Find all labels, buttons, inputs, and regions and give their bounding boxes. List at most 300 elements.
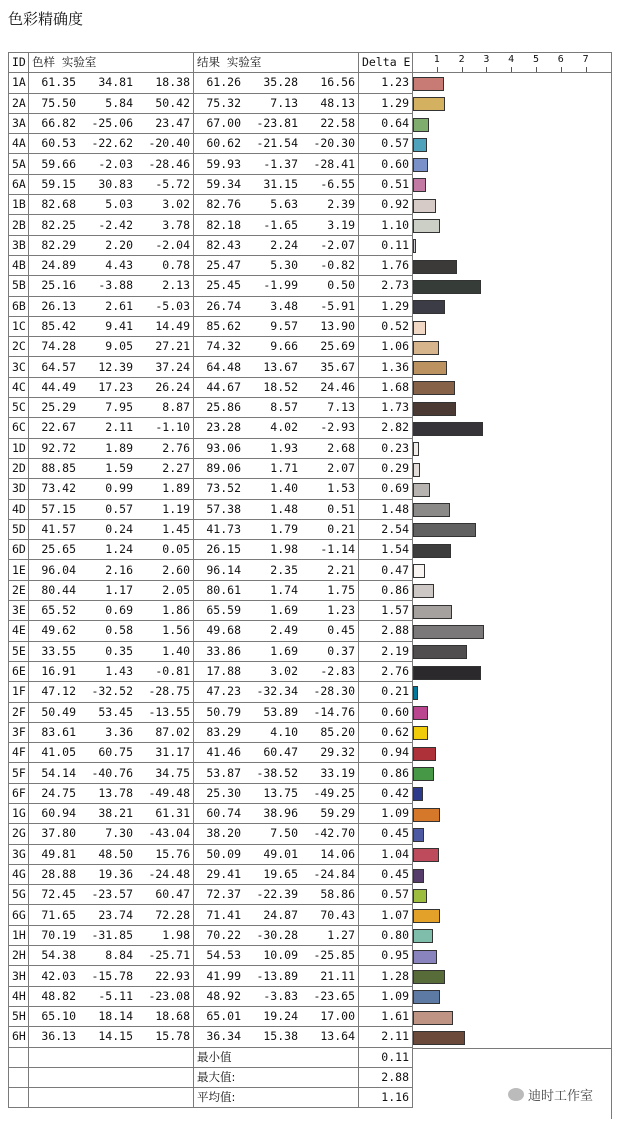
sample-l-value: 60.94: [41, 806, 76, 821]
result-lab: [194, 905, 359, 925]
result-lab: [194, 235, 359, 255]
patch-id: 2A: [9, 93, 29, 113]
result-a-value: 8.57: [270, 400, 298, 415]
wechat-icon: [508, 1088, 524, 1101]
scale-tick-mark: [511, 67, 512, 72]
sample-lab: [29, 276, 194, 296]
result-a-value: 49.01: [263, 846, 298, 861]
result-b-value: 48.13: [320, 95, 355, 110]
patch-id: 3E: [9, 601, 29, 621]
patch-id: 3C: [9, 357, 29, 377]
result-l-value: 89.06: [206, 461, 241, 476]
sample-b-value: 37.24: [155, 359, 190, 374]
sample-a-value: -2.42: [98, 217, 133, 232]
result-lab: [194, 540, 359, 560]
delta-e-bar: [413, 158, 428, 172]
patch-id: 5F: [9, 763, 29, 783]
sample-b-value: -0.81: [155, 664, 190, 679]
sample-l-value: 82.68: [41, 197, 76, 212]
patch-id: 6C: [9, 418, 29, 438]
result-lab: [194, 73, 359, 93]
sample-a-value: 2.61: [105, 298, 133, 313]
sample-a-value: 7.95: [105, 400, 133, 415]
result-a-value: 7.13: [270, 95, 298, 110]
result-b-value: 22.58: [320, 116, 355, 131]
sample-b-value: -28.46: [148, 156, 190, 171]
result-l-value: 23.28: [206, 420, 241, 435]
result-b-value: -14.76: [313, 704, 355, 719]
table-row: [9, 580, 413, 600]
sample-b-value: 18.68: [155, 1009, 190, 1024]
sample-lab: [29, 255, 194, 275]
patch-id: 5B: [9, 276, 29, 296]
sample-a-value: 1.89: [105, 440, 133, 455]
sample-l-value: 64.57: [41, 359, 76, 374]
sample-a-value: 12.39: [98, 359, 133, 374]
result-lab: [194, 296, 359, 316]
result-b-value: 1.53: [327, 481, 355, 496]
result-a-value: 3.48: [270, 298, 298, 313]
table-row: [9, 661, 413, 681]
delta-e-bar: [413, 503, 450, 517]
result-l-value: 60.62: [206, 136, 241, 151]
delta-e-value: 0.60: [359, 154, 413, 174]
result-b-value: -25.85: [313, 948, 355, 963]
sample-l-value: 24.75: [41, 785, 76, 800]
result-b-value: 3.19: [327, 217, 355, 232]
result-a-value: 19.24: [263, 1009, 298, 1024]
scale-tick-label: 4: [508, 54, 515, 65]
table-row: [9, 398, 413, 418]
patch-id: 6A: [9, 174, 29, 194]
result-lab: [194, 601, 359, 621]
sample-l-value: 54.14: [41, 765, 76, 780]
delta-e-bar: [413, 605, 452, 619]
result-lab: [194, 763, 359, 783]
patch-id: 6H: [9, 1027, 29, 1047]
result-l-value: 17.88: [206, 664, 241, 679]
table-row: [9, 316, 413, 336]
result-b-value: 70.43: [320, 907, 355, 922]
sample-a-value: 2.20: [105, 237, 133, 252]
sample-a-value: 19.36: [98, 867, 133, 882]
sample-lab: [29, 966, 194, 986]
table-row: [9, 743, 413, 763]
table-body: [9, 73, 413, 1108]
sample-a-value: 2.11: [105, 420, 133, 435]
sample-b-value: -2.04: [155, 237, 190, 252]
sample-a-value: 0.69: [105, 603, 133, 618]
sample-b-value: 1.86: [162, 603, 190, 618]
sample-l-value: 60.53: [41, 136, 76, 151]
scale-tick-mark: [536, 67, 537, 72]
patch-id: 1E: [9, 560, 29, 580]
delta-e-value: 0.23: [359, 438, 413, 458]
result-l-value: 50.79: [206, 704, 241, 719]
stats-empty-cell: [9, 1088, 29, 1108]
table-row: [9, 824, 413, 844]
sample-a-value: 18.14: [98, 1009, 133, 1024]
patch-id: 3D: [9, 479, 29, 499]
patch-id: 4H: [9, 986, 29, 1006]
sample-b-value: 15.78: [155, 1029, 190, 1044]
result-l-value: 49.68: [206, 623, 241, 638]
watermark: [508, 1085, 593, 1104]
patch-id: 3B: [9, 235, 29, 255]
result-a-value: 53.89: [263, 704, 298, 719]
result-a-value: -13.89: [256, 968, 298, 983]
sample-lab: [29, 641, 194, 661]
result-lab: [194, 1027, 359, 1047]
patch-id: 6B: [9, 296, 29, 316]
result-a-value: 2.35: [270, 562, 298, 577]
result-lab: [194, 966, 359, 986]
sample-b-value: 23.47: [155, 116, 190, 131]
result-b-value: 59.29: [320, 806, 355, 821]
delta-e-bar: [413, 138, 427, 152]
result-lab: [194, 458, 359, 478]
sample-b-value: 3.78: [162, 217, 190, 232]
result-a-value: 7.50: [270, 826, 298, 841]
sample-a-value: -32.52: [91, 684, 133, 699]
sample-a-value: 4.43: [105, 258, 133, 273]
result-b-value: -5.91: [320, 298, 355, 313]
table-row: [9, 113, 413, 133]
delta-e-bar: [413, 767, 434, 781]
sample-a-value: 1.59: [105, 461, 133, 476]
result-l-value: 93.06: [206, 440, 241, 455]
result-lab: [194, 722, 359, 742]
result-b-value: 13.64: [320, 1029, 355, 1044]
result-lab: [194, 682, 359, 702]
sample-lab: [29, 885, 194, 905]
scale-tick-mark: [462, 67, 463, 72]
header-result: 结果 实验室: [194, 53, 359, 73]
result-b-value: -23.65: [313, 988, 355, 1003]
sample-b-value: 26.24: [155, 379, 190, 394]
sample-lab: [29, 540, 194, 560]
stats-row: [9, 1047, 413, 1067]
result-b-value: 17.00: [320, 1009, 355, 1024]
delta-e-bar: [413, 564, 425, 578]
sample-a-value: 1.17: [105, 582, 133, 597]
sample-b-value: 50.42: [155, 95, 190, 110]
result-a-value: 2.24: [270, 237, 298, 252]
result-lab: [194, 93, 359, 113]
result-l-value: 38.20: [206, 826, 241, 841]
delta-e-value: 0.29: [359, 458, 413, 478]
sample-lab: [29, 235, 194, 255]
delta-e-bar: [413, 584, 434, 598]
result-b-value: 1.23: [327, 603, 355, 618]
sample-b-value: 1.98: [162, 927, 190, 942]
result-b-value: 21.11: [320, 968, 355, 983]
sample-b-value: -43.04: [148, 826, 190, 841]
result-a-value: 3.02: [270, 664, 298, 679]
patch-id: 5A: [9, 154, 29, 174]
result-a-value: -3.83: [263, 988, 298, 1003]
result-a-value: -1.65: [263, 217, 298, 232]
stats-empty-cell: [29, 1067, 194, 1087]
result-l-value: 59.34: [206, 176, 241, 191]
sample-a-value: 48.50: [98, 846, 133, 861]
sample-b-value: 0.05: [162, 542, 190, 557]
stats-label: 平均值:: [194, 1088, 359, 1108]
table-row: [9, 702, 413, 722]
delta-e-value: 0.51: [359, 174, 413, 194]
table-row: [9, 844, 413, 864]
sample-lab: [29, 398, 194, 418]
scale-tick-mark: [586, 67, 587, 72]
patch-id: 1H: [9, 925, 29, 945]
sample-lab: [29, 946, 194, 966]
sample-lab: [29, 195, 194, 215]
result-b-value: -2.93: [320, 420, 355, 435]
delta-e-bar: [413, 381, 455, 395]
sample-lab: [29, 499, 194, 519]
result-l-value: 82.76: [206, 197, 241, 212]
delta-e-value: 1.07: [359, 905, 413, 925]
result-lab: [194, 276, 359, 296]
patch-id: 6F: [9, 783, 29, 803]
result-b-value: 85.20: [320, 724, 355, 739]
result-lab: [194, 479, 359, 499]
sample-b-value: 1.89: [162, 481, 190, 496]
sample-l-value: 16.91: [41, 664, 76, 679]
result-l-value: 65.59: [206, 603, 241, 618]
sample-b-value: -1.10: [155, 420, 190, 435]
scale-tick-label: 1: [433, 54, 440, 65]
result-b-value: 2.21: [327, 562, 355, 577]
scale-tick-label: 5: [532, 54, 540, 65]
delta-e-bar: [413, 929, 433, 943]
delta-e-bar: [413, 828, 424, 842]
sample-a-value: -5.11: [98, 988, 133, 1003]
sample-b-value: 1.56: [162, 623, 190, 638]
header-delta: Delta E: [359, 53, 413, 73]
table-row: [9, 418, 413, 438]
patch-id: 2F: [9, 702, 29, 722]
sample-l-value: 96.04: [41, 562, 76, 577]
result-lab: [194, 824, 359, 844]
result-a-value: -21.54: [256, 136, 298, 151]
sample-lab: [29, 377, 194, 397]
sample-lab: [29, 93, 194, 113]
sample-l-value: 61.35: [41, 75, 76, 90]
result-b-value: 25.69: [320, 339, 355, 354]
delta-e-value: 1.68: [359, 377, 413, 397]
result-a-value: 4.10: [270, 724, 298, 739]
delta-e-value: 0.45: [359, 864, 413, 884]
result-a-value: -1.99: [263, 278, 298, 293]
result-b-value: 16.56: [320, 75, 355, 90]
sample-lab: [29, 986, 194, 1006]
sample-b-value: -5.03: [155, 298, 190, 313]
table-row: [9, 641, 413, 661]
patch-id: 1C: [9, 316, 29, 336]
sample-b-value: 1.19: [162, 501, 190, 516]
stats-value: 1.16: [359, 1088, 413, 1108]
result-b-value: 58.86: [320, 887, 355, 902]
result-a-value: -1.37: [263, 156, 298, 171]
result-lab: [194, 255, 359, 275]
sample-l-value: 80.44: [41, 582, 76, 597]
table-row: [9, 601, 413, 621]
result-b-value: 2.68: [327, 440, 355, 455]
result-b-value: 0.37: [327, 643, 355, 658]
patch-id: 3H: [9, 966, 29, 986]
delta-e-value: 0.21: [359, 682, 413, 702]
delta-e-value: 1.28: [359, 966, 413, 986]
stats-row: [9, 1088, 413, 1108]
delta-e-bar: [413, 747, 436, 761]
sample-lab: [29, 702, 194, 722]
delta-e-bar: [413, 300, 445, 314]
table-row: [9, 986, 413, 1006]
result-b-value: 7.13: [327, 400, 355, 415]
result-lab: [194, 783, 359, 803]
delta-e-bar: [413, 889, 427, 903]
sample-a-value: 7.30: [105, 826, 133, 841]
delta-e-bar: [413, 361, 447, 375]
patch-id: 4B: [9, 255, 29, 275]
sample-l-value: 54.38: [41, 948, 76, 963]
sample-lab: [29, 905, 194, 925]
result-a-value: 60.47: [263, 745, 298, 760]
result-a-value: 4.02: [270, 420, 298, 435]
delta-e-bar: [413, 544, 451, 558]
result-a-value: 24.87: [263, 907, 298, 922]
result-a-value: 13.67: [263, 359, 298, 374]
sample-a-value: 0.58: [105, 623, 133, 638]
delta-e-bar: [413, 239, 416, 253]
scale-tick-mark: [486, 67, 487, 72]
sample-b-value: 2.05: [162, 582, 190, 597]
sample-lab: [29, 682, 194, 702]
delta-e-value: 0.69: [359, 479, 413, 499]
delta-e-bar: [413, 666, 481, 680]
patch-id: 4C: [9, 377, 29, 397]
sample-a-value: 0.35: [105, 643, 133, 658]
table-row: [9, 763, 413, 783]
sample-lab: [29, 864, 194, 884]
patch-id: 5H: [9, 1006, 29, 1026]
sample-a-value: -3.88: [98, 278, 133, 293]
patch-id: 1B: [9, 195, 29, 215]
result-b-value: 24.46: [320, 379, 355, 394]
delta-e-bar: [413, 990, 440, 1004]
delta-e-bar: [413, 726, 428, 740]
result-lab: [194, 134, 359, 154]
sample-lab: [29, 783, 194, 803]
sample-a-value: 5.84: [105, 95, 133, 110]
result-lab: [194, 803, 359, 823]
patch-id: 3G: [9, 844, 29, 864]
sample-l-value: 59.66: [41, 156, 76, 171]
delta-e-bar: [413, 402, 456, 416]
result-lab: [194, 864, 359, 884]
sample-lab: [29, 479, 194, 499]
delta-e-value: 1.04: [359, 844, 413, 864]
patch-id: 2H: [9, 946, 29, 966]
delta-e-value: 1.09: [359, 803, 413, 823]
patch-id: 5G: [9, 885, 29, 905]
result-a-value: 38.96: [263, 806, 298, 821]
sample-b-value: 3.02: [162, 197, 190, 212]
sample-lab: [29, 803, 194, 823]
sample-b-value: 8.87: [162, 400, 190, 415]
sample-l-value: 82.25: [41, 217, 76, 232]
delta-e-value: 1.76: [359, 255, 413, 275]
patch-id: 2G: [9, 824, 29, 844]
delta-e-bar: [413, 219, 440, 233]
sample-b-value: 72.28: [155, 907, 190, 922]
sample-a-value: 9.41: [105, 319, 133, 333]
result-a-value: 1.48: [270, 501, 298, 516]
sample-b-value: 0.78: [162, 258, 190, 273]
table-row: [9, 438, 413, 458]
sample-b-value: 2.13: [162, 278, 190, 293]
patch-id: 4A: [9, 134, 29, 154]
result-lab: [194, 215, 359, 235]
sample-lab: [29, 418, 194, 438]
result-b-value: -20.30: [313, 136, 355, 151]
table-row: [9, 1006, 413, 1026]
sample-lab: [29, 621, 194, 641]
result-a-value: 19.65: [263, 867, 298, 882]
result-a-value: 13.75: [263, 785, 298, 800]
result-a-value: 9.57: [270, 319, 298, 333]
delta-e-value: 0.57: [359, 134, 413, 154]
result-lab: [194, 986, 359, 1006]
sample-lab: [29, 458, 194, 478]
sample-a-value: -23.57: [91, 887, 133, 902]
delta-e-value: 0.64: [359, 113, 413, 133]
result-a-value: 2.49: [270, 623, 298, 638]
delta-e-bar: [413, 77, 444, 91]
sample-l-value: 70.19: [41, 927, 76, 942]
delta-e-value: 0.86: [359, 763, 413, 783]
patch-id: 1F: [9, 682, 29, 702]
sample-l-value: 25.65: [41, 542, 76, 557]
sample-b-value: 27.21: [155, 339, 190, 354]
stats-row: [9, 1067, 413, 1087]
sample-a-value: -40.76: [91, 765, 133, 780]
delta-e-value: 0.42: [359, 783, 413, 803]
sample-a-value: 17.23: [98, 379, 133, 394]
result-lab: [194, 946, 359, 966]
stats-value: 0.11: [359, 1047, 413, 1067]
table-row: [9, 174, 413, 194]
table-row: [9, 803, 413, 823]
patch-id: 2C: [9, 337, 29, 357]
result-a-value: 1.40: [270, 481, 298, 496]
sample-a-value: 23.74: [98, 907, 133, 922]
sample-a-value: 53.45: [98, 704, 133, 719]
delta-e-bar: [413, 848, 439, 862]
sample-a-value: -25.06: [91, 116, 133, 131]
delta-e-bar: [413, 483, 430, 497]
sample-lab: [29, 438, 194, 458]
result-l-value: 59.93: [206, 156, 241, 171]
sample-l-value: 48.82: [41, 988, 76, 1003]
result-a-value: -30.28: [256, 927, 298, 942]
sample-a-value: 1.24: [105, 542, 133, 557]
table-row: [9, 479, 413, 499]
delta-e-bar: [413, 706, 428, 720]
result-lab: [194, 337, 359, 357]
sample-a-value: -31.85: [91, 927, 133, 942]
